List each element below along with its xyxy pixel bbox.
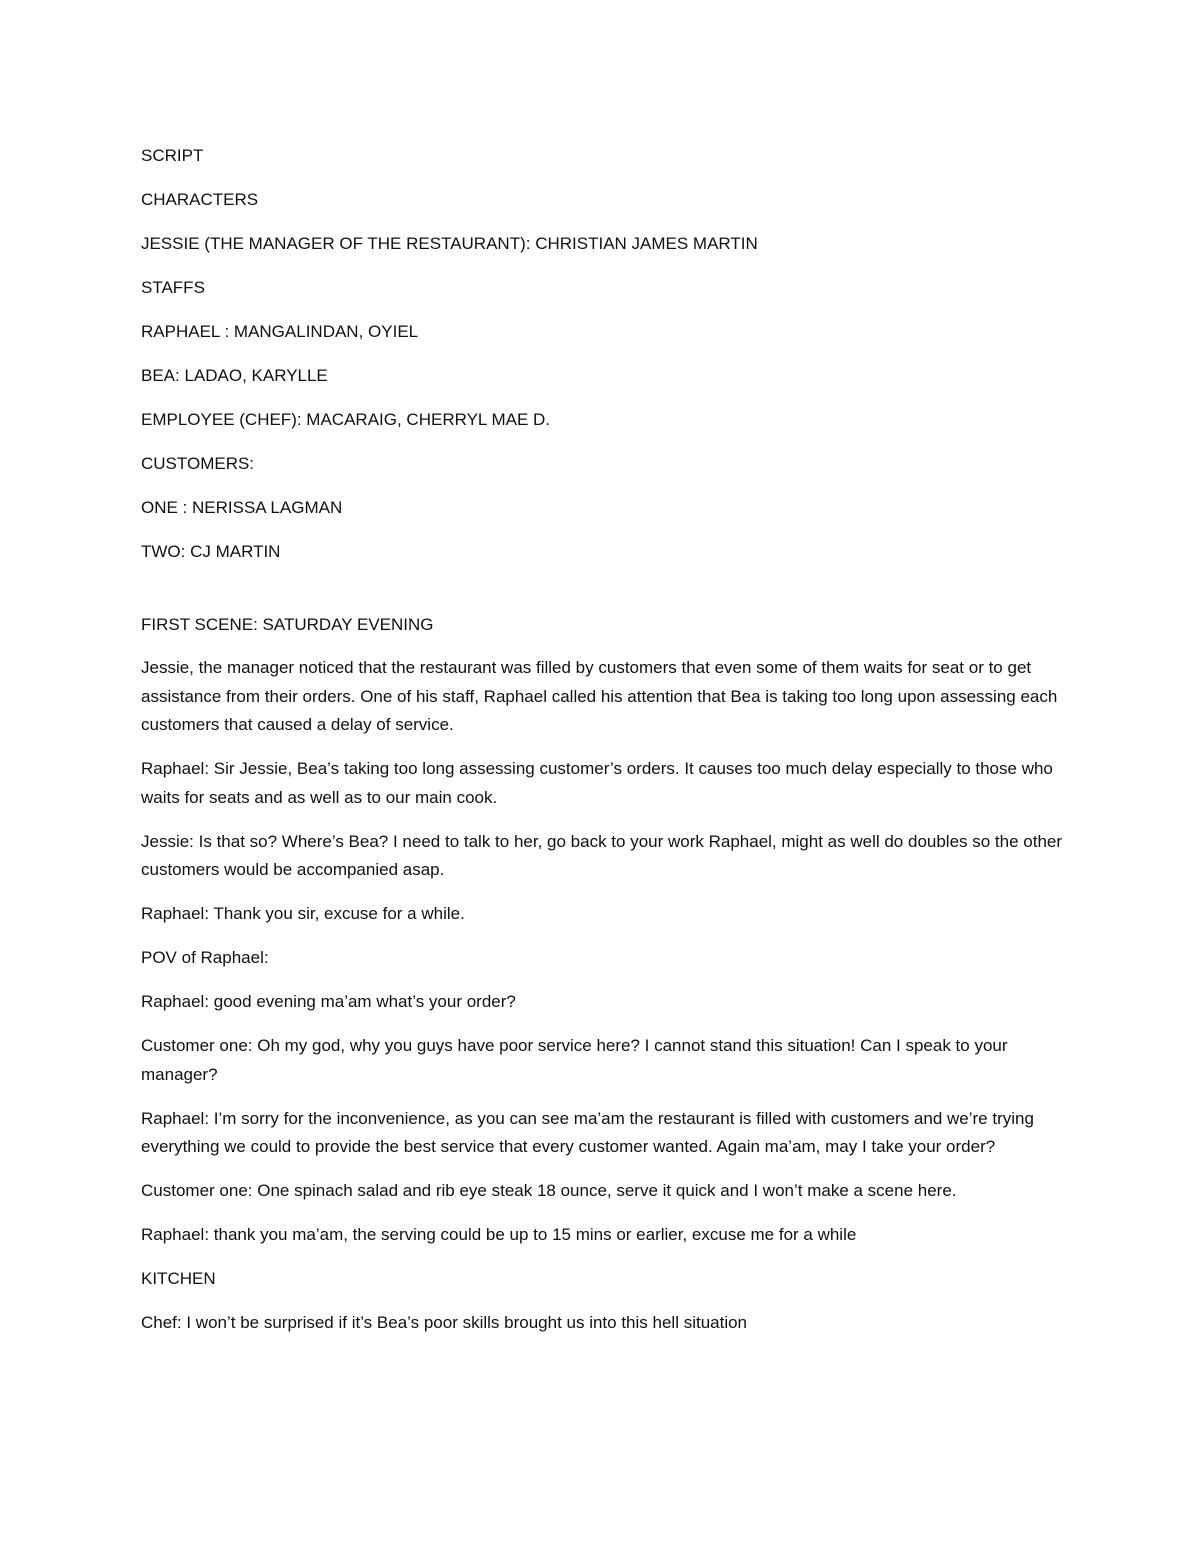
customer-line-two: TWO: CJ MARTIN [141, 542, 281, 561]
customers-heading: CUSTOMERS: [141, 454, 255, 473]
dialogue-line: Jessie: Is that so? Where’s Bea? I need to talk to her, go back to your work Raphael, might as well do doubles so the other customers would be accompanied asap. [141, 831, 1063, 879]
staff-line-chef: EMPLOYEE (CHEF): MACARAIG, CHERRYL MAE D. [141, 410, 551, 429]
narration-paragraph: Jessie, the manager noticed that the restaurant was filled by customers that even some of them waits for seat or to get assistance from their orders. One of his staff, Raphael called his attention that Bea is taking too long upon assessing each customers that caused a delay of service. [141, 658, 1058, 734]
dialogue-line: Customer one: One spinach salad and rib eye steak 18 ounce, serve it quick and I won’t make a scene here. [141, 1181, 957, 1200]
characters-heading: CHARACTERS [141, 190, 259, 209]
dialogue-line: Customer one: Oh my god, why you guys have poor service here? I cannot stand this situation! Can I speak to your manager? [141, 1036, 1008, 1084]
document-body [141, 142, 1066, 1353]
cast-list [141, 142, 1066, 567]
dialogue-line: Raphael: Sir Jessie, Bea’s taking too long assessing customer’s orders. It causes too much delay especially to those who waits for seats and as well as to our main cook. [141, 759, 1053, 807]
dialogue-line: Raphael: Thank you sir, excuse for a while. [141, 904, 465, 923]
dialogue-line: Raphael: good evening ma’am what’s your order? [141, 992, 516, 1011]
location-heading: KITCHEN [141, 1269, 216, 1288]
dialogue-line: Chef: I won’t be surprised if it’s Bea’s poor skills brought us into this hell situation [141, 1313, 748, 1332]
staffs-heading: STAFFS [141, 278, 205, 297]
customer-line-one: ONE : NERISSA LAGMAN [141, 498, 343, 517]
script-title: SCRIPT [141, 146, 204, 165]
manager-line: JESSIE (THE MANAGER OF THE RESTAURANT): CHRISTIAN JAMES MARTIN [141, 234, 758, 253]
staff-line-bea: BEA: LADAO, KARYLLE [141, 366, 328, 385]
staff-line-raphael: RAPHAEL : MANGALINDAN, OYIEL [141, 322, 419, 341]
scene-heading: FIRST SCENE: SATURDAY EVENING [141, 614, 434, 634]
dialogue-line: Raphael: thank you ma’am, the serving could be up to 15 mins or earlier, excuse me for a while [141, 1225, 857, 1244]
dialogue-line: Raphael: I’m sorry for the inconvenience, as you can see ma’am the restaurant is filled with customers and we’re trying everything we could to provide the best service that every customer wanted. Again ma’am, may I take your order? [141, 1108, 1034, 1156]
scene-body [141, 654, 1066, 1338]
pov-heading: POV of Raphael: [141, 948, 269, 967]
